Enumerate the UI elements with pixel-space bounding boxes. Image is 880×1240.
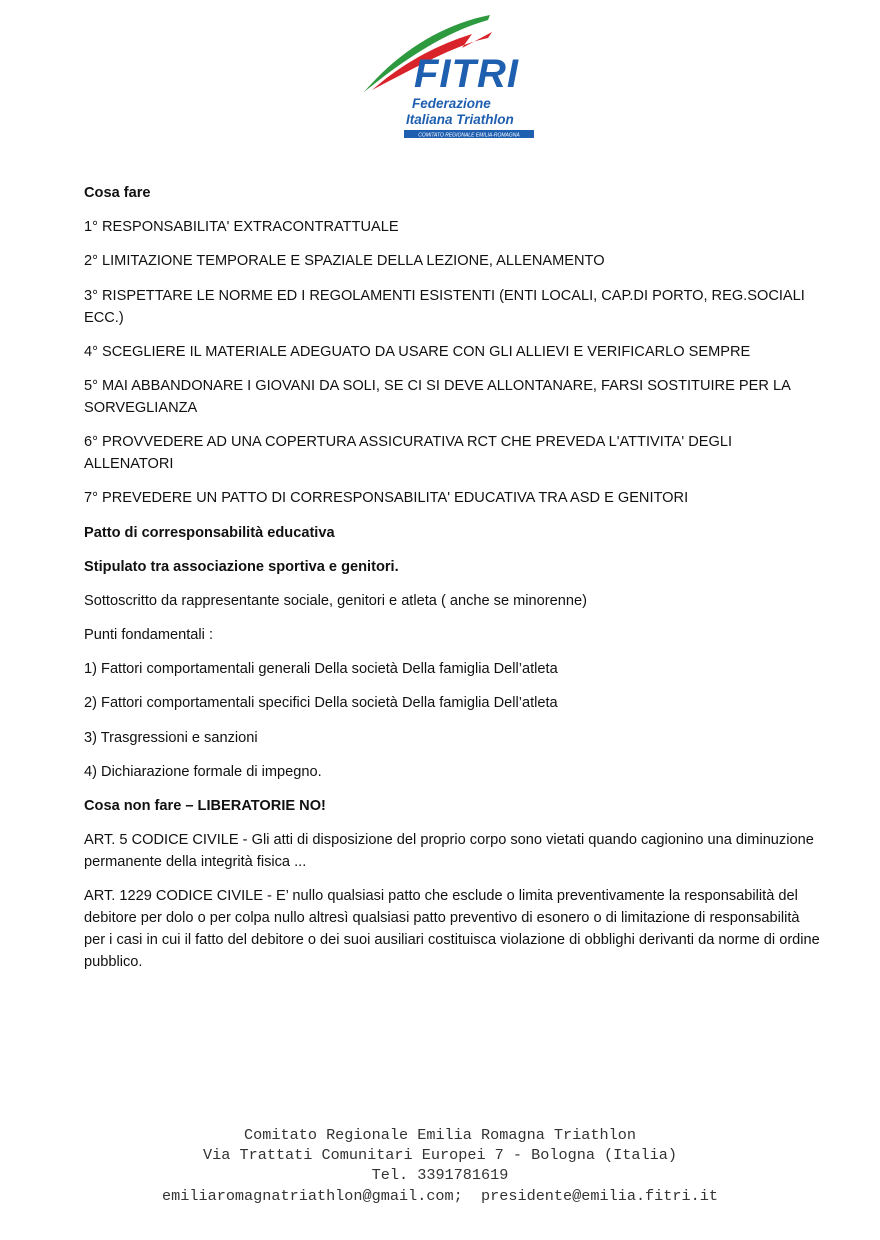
section-heading: Stipulato tra associazione sportiva e genitori. — [84, 558, 399, 575]
logo-band-text: COMITATO REGIONALE EMILIA-ROMAGNA — [418, 132, 520, 139]
paragraph: 1) Fattori comportamentali generali Della società Della famiglia Dell’atleta — [84, 661, 558, 678]
paragraph: 3° RISPETTARE LE NORME ED I REGOLAMENTI ESISTENTI (ENTI LOCALI, CAP.DI PORTO, REG.SOCIALI ECC.) — [84, 287, 805, 326]
section-heading: Cosa fare — [84, 185, 151, 201]
logo-line1: Federazione — [412, 96, 491, 111]
paragraph: 2) Fattori comportamentali specifici Della società Della famiglia Dell’atleta — [84, 695, 558, 712]
logo-line2: Italiana Triathlon — [406, 112, 514, 127]
fitri-logo — [362, 10, 542, 145]
paragraph: 1° RESPONSABILITA' EXTRACONTRATTUALE — [84, 219, 399, 236]
footer — [0, 1125, 880, 1206]
paragraph: 6° PROVVEDERE AD UNA COPERTURA ASSICURATIVA RCT CHE PREVEDA L'ATTIVITA' DEGLI ALLENATORI — [84, 434, 733, 473]
paragraph: 5° MAI ABBANDONARE I GIOVANI DA SOLI, SE CI SI DEVE ALLONTANARE, FARSI SOSTITUIRE PER LA SORVEGLIANZA — [84, 377, 790, 416]
paragraph: Punti fondamentali : — [84, 627, 213, 644]
paragraph: Sottoscritto da rappresentante sociale, genitori e atleta ( anche se minorenne) — [84, 592, 587, 609]
paragraph: 7° PREVEDERE UN PATTO DI CORRESPONSABILITA' EDUCATIVA TRA ASD E GENITORI — [84, 490, 689, 507]
footer-committee: Comitato Regionale Emilia Romagna Triathlon — [244, 1126, 636, 1144]
paragraph: 4) Dichiarazione formale di impegno. — [84, 763, 322, 780]
paragraph: 4° SCEGLIERE IL MATERIALE ADEGUATO DA USARE CON GLI ALLIEVI E VERIFICARLO SEMPRE — [84, 343, 751, 360]
paragraph: 3) Trasgressioni e sanzioni — [84, 729, 258, 746]
footer-phone: Tel. 3391781619 — [371, 1166, 509, 1185]
footer-emails: emiliaromagnatriathlon@gmail.com; presidente@emilia.fitri.it — [162, 1186, 718, 1205]
paragraph: ART. 5 CODICE CIVILE - Gli atti di disposizione del proprio corpo sono vietati quando cagionino una diminuzione permanente della integrità fisica ... — [84, 832, 814, 871]
document-body — [84, 182, 824, 986]
paragraph: 2° LIMITAZIONE TEMPORALE E SPAZIALE DELLA LEZIONE, ALLENAMENTO — [84, 253, 605, 270]
paragraph: ART. 1229 CODICE CIVILE - E’ nullo qualsiasi patto che esclude o limita preventivamente la responsabilità del debitore per dolo o per colpa nullo altresì qualsiasi patto preventivo di esonero o di limitazione di responsabilità per i casi in cui il fatto del debitore o dei suoi ausiliari costituisca violazione di obblighi derivanti da norme di ordine pubblico. — [84, 888, 820, 971]
footer-address: Via Trattati Comunitari Europei 7 - Bologna (Italia) — [203, 1146, 677, 1165]
logo-wordmark: FITRI — [414, 52, 519, 96]
section-heading: Patto di corresponsabilità educativa — [84, 524, 335, 541]
section-heading: Cosa non fare – LIBERATORIE NO! — [84, 798, 326, 814]
